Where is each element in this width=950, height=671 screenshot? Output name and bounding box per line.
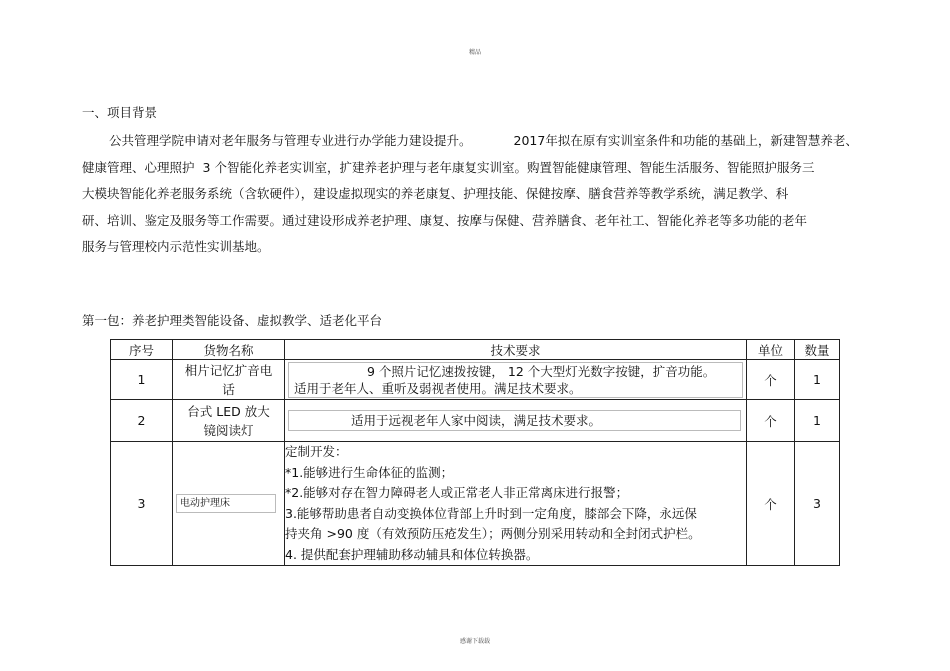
paragraph-text: 公共管理学院申请对老年服务与管理专业进行办学能力建设提升。 <box>109 133 472 148</box>
cell-no: 3 <box>111 442 173 566</box>
paragraph-line <box>82 155 872 182</box>
paragraph-text: 健康管理、心理照护 <box>82 159 195 175</box>
paragraph-line: 大模块智能化养老服务系统（含软硬件），建设虚拟现实的养老康复、护理技能、保健按摩、膳食营养等教学系统，满足教学、科 <box>82 186 789 201</box>
header-qty: 数量 <box>795 340 840 360</box>
requirement-line: 3.能够帮助患者自动变换体位背部上升时到一定角度，膝部会下降，永远保 <box>285 505 697 521</box>
header-name: 货物名称 <box>173 340 285 360</box>
cell-qty: 3 <box>795 442 840 566</box>
cell-unit: 个 <box>747 400 795 442</box>
page-header: 精品 <box>468 49 481 56</box>
cell-unit: 个 <box>747 442 795 566</box>
cell-requirements <box>285 360 747 400</box>
background-paragraph <box>82 128 872 261</box>
package-title: 第一包：养老护理类智能设备、虚拟教学、适老化平台 <box>82 313 383 328</box>
cell-name <box>173 400 285 442</box>
page-footer: 感谢下载载 <box>459 638 490 645</box>
name-line: 镜阅读灯 <box>203 422 254 438</box>
name-line: 台式 LED 放大 <box>187 403 270 419</box>
cell-name <box>173 442 285 566</box>
paragraph-line: 研、培训、鉴定及服务等工作需要。通过建设形成养老护理、康复、按摩与保健、营养膳食、老年社工、智能化养老等多功能的老年 <box>82 212 808 228</box>
goods-table <box>110 339 840 566</box>
cell-qty: 1 <box>795 360 840 400</box>
name-box: 电动护理床 <box>176 494 276 513</box>
cell-qty: 1 <box>795 400 840 442</box>
requirement-line: 持夹角 >90 度（有效预防压疮发生）；两侧分别采用转动和全封闭式护栏。 <box>285 526 701 541</box>
header-unit: 单位 <box>747 340 795 360</box>
paragraph-line: 服务与管理校内示范性实训基地。 <box>82 239 270 254</box>
cell-unit: 个 <box>747 360 795 400</box>
cell-requirements <box>285 400 747 442</box>
requirement-line: 适用于老年人、重听及弱视者使用。满足技术要求。 <box>294 380 582 396</box>
header-no: 序号 <box>111 340 173 360</box>
table-row <box>111 400 840 442</box>
requirement-line: 9 个照片记忆速拨按键， 12 个大型灯光数字按键，扩音功能。 <box>367 363 716 379</box>
paragraph-line <box>82 128 872 155</box>
cell-no: 1 <box>111 360 173 400</box>
requirement-line: 定制开发： <box>285 444 348 459</box>
table-row <box>111 442 840 566</box>
section-title: 一、项目背景 <box>82 105 158 120</box>
cell-name <box>173 360 285 400</box>
requirement-line: *2.能够对存在智力障碍老人或正常老人非正常离床进行报警； <box>285 485 629 500</box>
cell-no: 2 <box>111 400 173 442</box>
name-line: 话 <box>222 381 235 397</box>
paragraph-text: 2017年拟在原有实训室条件和功能的基础上，新建智慧养老、 <box>513 133 858 148</box>
cell-requirements <box>285 442 747 566</box>
requirements-box <box>288 362 743 398</box>
requirement-line: *1.能够进行生命体征的监测； <box>285 464 454 480</box>
requirement-line: 4. 提供配套护理辅助移动辅具和体位转换器。 <box>285 546 539 562</box>
name-line: 相片记忆扩音电 <box>184 362 273 378</box>
requirements-box: 适用于远视老年人家中阅读，满足技术要求。 <box>288 410 741 431</box>
table-header-row <box>111 340 840 360</box>
paragraph-text: 3 个智能化养老实训室，扩建养老护理与老年康复实训室。购置智能健康管理、智能生活服务、智能照护服务三 <box>202 159 815 175</box>
header-requirements: 技术要求 <box>285 340 747 360</box>
table-row <box>111 360 840 400</box>
